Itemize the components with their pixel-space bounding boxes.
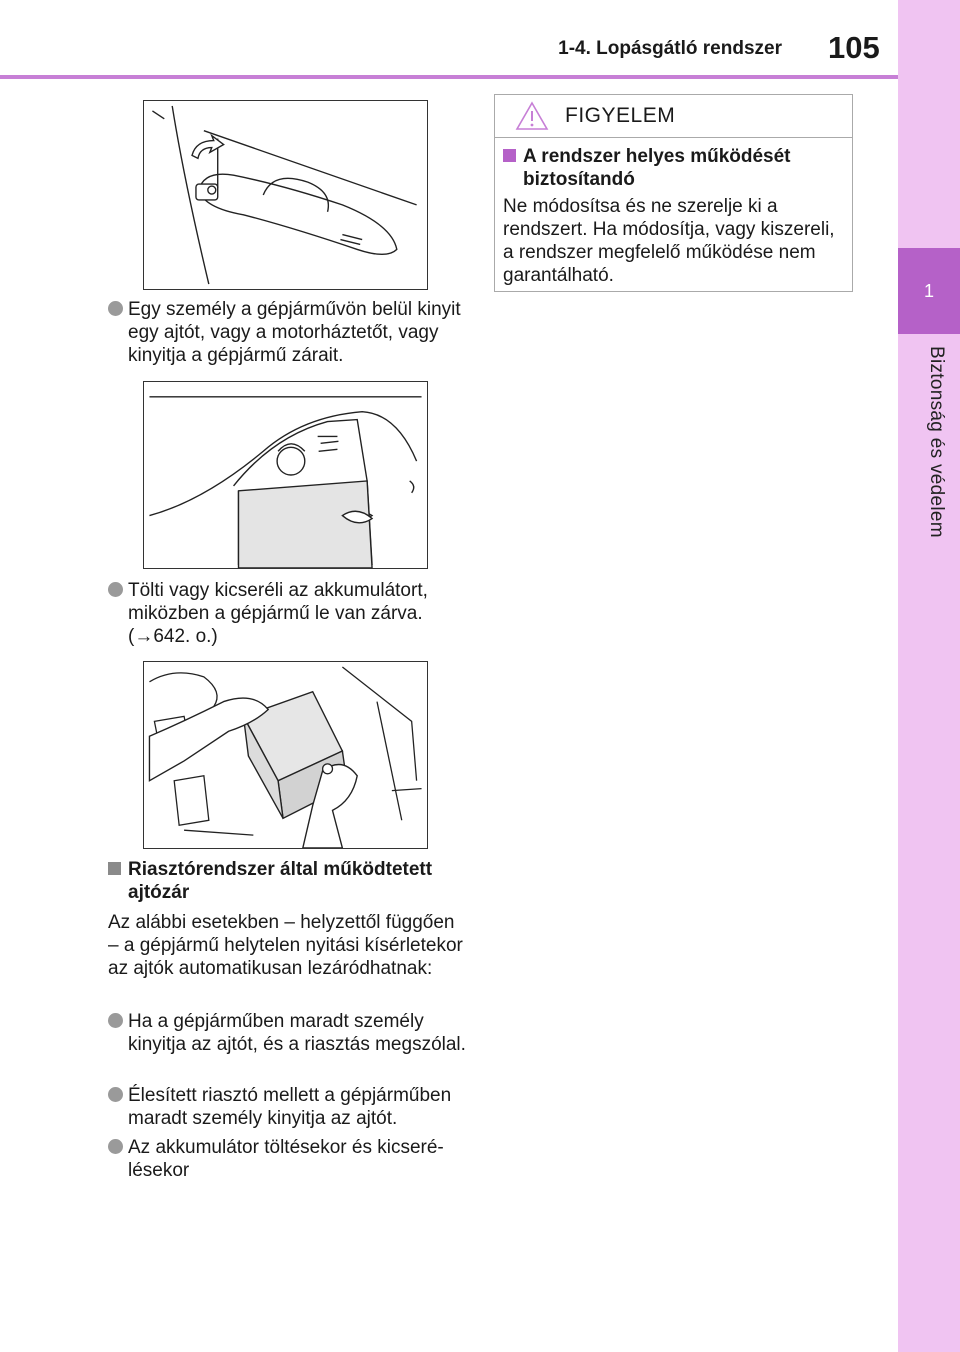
battery-replacement-illustration [143,661,428,849]
list-item-text: Az akkumulátor töltésekor és kicserélésekor [128,1137,444,1181]
list-item [108,1010,478,1056]
bullet-icon [108,1087,123,1102]
bullet-icon [108,1013,123,1028]
warning-title: FIGYELEM [565,104,676,127]
section-square-icon [108,862,121,875]
section-square-icon [503,149,516,162]
warning-box [494,94,853,292]
bullet-icon [108,301,123,316]
engine-bay-drawing [144,662,427,848]
warning-section-heading-text: A rendszer helyes működését biztosítandó [523,146,791,190]
chapter-side-tab [898,0,960,1352]
list-item [108,1084,478,1130]
chapter-number-box [898,248,960,334]
list-item-text: Ha a gépjárműben maradt személy kinyitja az ajtót, és a riasztás megszólal. [128,1011,466,1055]
body-paragraph: Az alábbi esetekben – helyzettől függően – a gépjármű helytelen nyitási kísérletekor az ajtók automatikusan lezáródhatnak: [108,912,463,979]
running-header-title: 1-4. Lopásgátló rendszer [558,38,782,59]
warning-paragraph: Ne módosítsa és ne szerelje ki a rendszert. Ha módosítja, vagy kiszereli, a rendszer megfelelő működése nem garantálható. [503,196,835,286]
warning-triangle-icon [515,101,549,131]
car-interior-drawing [144,382,427,568]
header-rule [0,75,898,79]
chapter-number: 1 [923,280,934,301]
section-heading-text: Riasztórendszer által működtetett ajtózár [128,859,433,903]
door-handle-drawing [144,101,427,289]
bullet-icon [108,1139,123,1154]
warning-header [495,95,852,138]
chapter-side-label: Biztonság és védelem [926,346,947,538]
bullet-icon [108,582,123,597]
door-handle-illustration [143,100,428,290]
person-in-car-illustration [143,381,428,569]
section-heading [108,858,478,904]
list-item-text: Egy személy a gépjárművön belül kinyit egy ajtót, vagy a motorháztetőt, vagy kinyitja a gépjármű zárait. [128,299,461,366]
list-item [108,1136,478,1182]
warning-section-heading [503,145,843,191]
list-item-text: Élesített riasztó mellett a gépjárműben maradt személy kinyitja az ajtót. [128,1085,452,1129]
list-item [108,579,478,648]
list-item-text: Tölti vagy kicseréli az akkumulátort, miközben a gépjármű le van zárva. (→642. o.) [128,580,428,647]
list-item [108,298,478,367]
page-number: 105 [828,30,880,65]
